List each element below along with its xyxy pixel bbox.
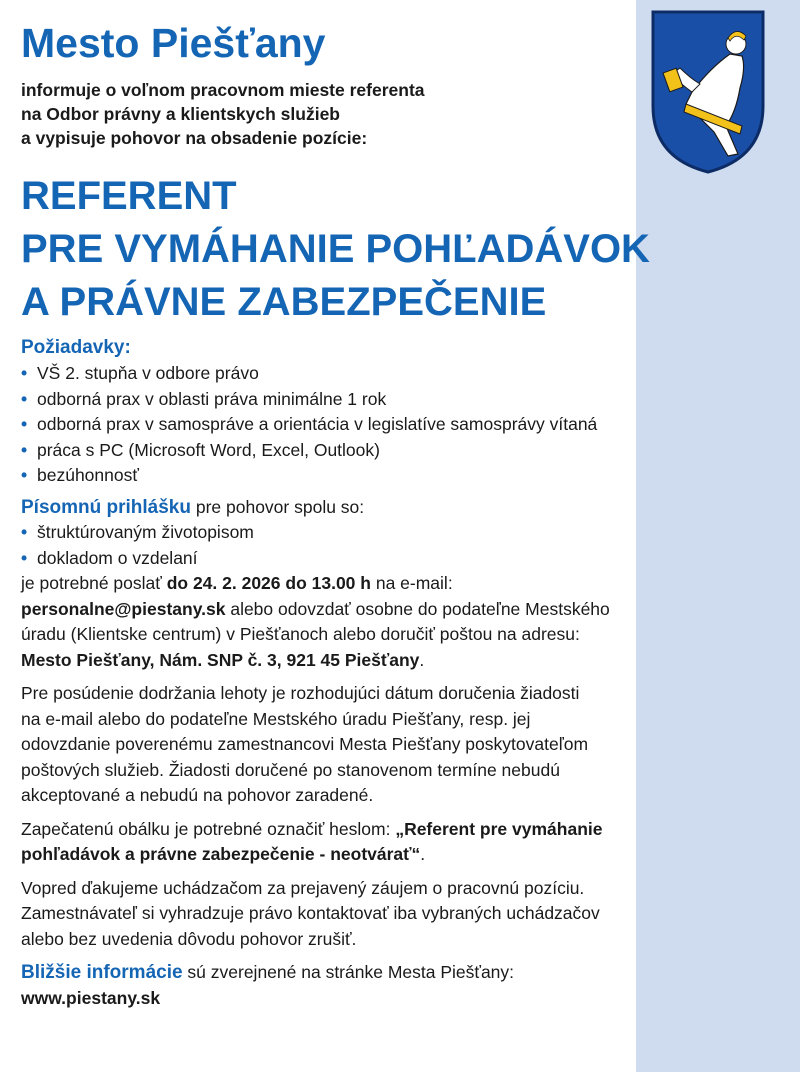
- send-instruction: [21, 571, 786, 597]
- intro-line: a vypisuje pohovor na obsadenie pozície:: [21, 128, 368, 148]
- application-title-rest: pre pohovor spolu so:: [190, 496, 365, 517]
- list-item: • bezúhonnosť: [21, 463, 786, 489]
- list-item: • práca s PC (Microsoft Word, Excel, Outlook): [21, 438, 786, 464]
- address-end: .: [419, 649, 425, 670]
- note-line: odovzdanie poverenému zamestnancovi Mesta Piešťany poskytovateľom: [21, 734, 589, 754]
- town-title: Mesto Piešťany: [21, 20, 326, 66]
- intro-line: na Odbor právny a klientskych služieb: [21, 104, 340, 124]
- thanks-line: Zamestnávateľ si vyhradzuje právo kontaktovať iba vybraných uchádzačov: [21, 903, 600, 923]
- send-post: na e-mail:: [370, 573, 453, 593]
- more-info-title: Bližšie informácie: [21, 962, 183, 983]
- list-item: • odborná prax v oblasti práva minimálne 1 rok: [21, 387, 786, 413]
- envelope-end: .: [420, 844, 426, 864]
- intro-text: [21, 78, 786, 150]
- envelope-line: [21, 817, 786, 843]
- envelope-slogan-end: pohľadávok a právne zabezpečenie - neotvárať“: [21, 844, 421, 864]
- list-item: • VŠ 2. stupňa v odbore právo: [21, 361, 786, 387]
- position-line: PRE VYMÁHANIE POHĽADÁVOK: [21, 227, 650, 271]
- note-line: na e-mail alebo do podateľne Mestského úradu Piešťany, resp. jej: [21, 708, 531, 729]
- thanks-line: alebo bez uvedenia dôvodu pohovor zrušiť.: [21, 928, 357, 949]
- email-post: alebo odovzdať osobne do podateľne Mestského: [225, 598, 610, 619]
- thanks-line: Vopred ďakujeme uchádzačom za prejavený záujem o pracovnú pozíciu.: [21, 877, 585, 898]
- notice: [21, 20, 786, 1011]
- postal-address: Mesto Piešťany, Nám. SNP č. 3, 921 45 Piešťany: [21, 649, 420, 670]
- delivery-line: úradu (Klientske centrum) v Piešťanoch alebo doručiť poštou na adresu:: [21, 624, 580, 644]
- more-info-rest: sú zverejnené na stránke Mesta Piešťany:: [182, 962, 515, 982]
- position-line: REFERENT: [21, 174, 237, 218]
- position-title: [21, 170, 786, 329]
- note-line: Pre posúdenie dodržania lehoty je rozhodujúci dátum doručenia žiadosti: [21, 683, 580, 703]
- requirements-list: [21, 361, 786, 489]
- more-info: [21, 960, 786, 986]
- application-title: Písomnú prihlášku: [21, 496, 191, 518]
- position-line: A PRÁVNE ZABEZPEČENIE: [21, 280, 547, 324]
- requirements-title: Požiadavky:: [21, 337, 131, 358]
- envelope-pre: Zapečatenú obálku je potrebné označiť heslom:: [21, 818, 396, 839]
- email-line: [21, 597, 786, 623]
- envelope-line: [21, 842, 786, 868]
- list-item: • dokladom o vzdelaní: [21, 546, 786, 572]
- deadline: do 24. 2. 2026 do 13.00 h: [166, 573, 371, 593]
- note-line: poštových služieb. Žiadosti doručené po stanovenom termíne nebudú: [21, 759, 560, 780]
- list-item: • odborná prax v samospráve a orientácia v legislatíve samosprávy vítaná: [21, 412, 786, 438]
- envelope-note: [21, 817, 786, 868]
- email-address[interactable]: personalne@piestany.sk: [21, 598, 226, 619]
- attachments-list: [21, 520, 786, 571]
- address-line: [21, 648, 786, 674]
- application-heading: [21, 495, 786, 521]
- intro-line: informuje o voľnom pracovnom mieste referenta: [21, 80, 425, 100]
- thanks-note: [21, 876, 786, 953]
- send-pre: je potrebné poslať: [21, 573, 167, 593]
- website-link[interactable]: www.piestany.sk: [21, 987, 161, 1008]
- deadline-note: [21, 681, 786, 809]
- envelope-slogan-start: „Referent pre vymáhanie: [395, 818, 603, 839]
- note-line: akceptované a nebudú na pohovor zaradené.: [21, 785, 374, 805]
- body: [21, 335, 786, 1011]
- list-item: • štruktúrovaným životopisom: [21, 520, 786, 546]
